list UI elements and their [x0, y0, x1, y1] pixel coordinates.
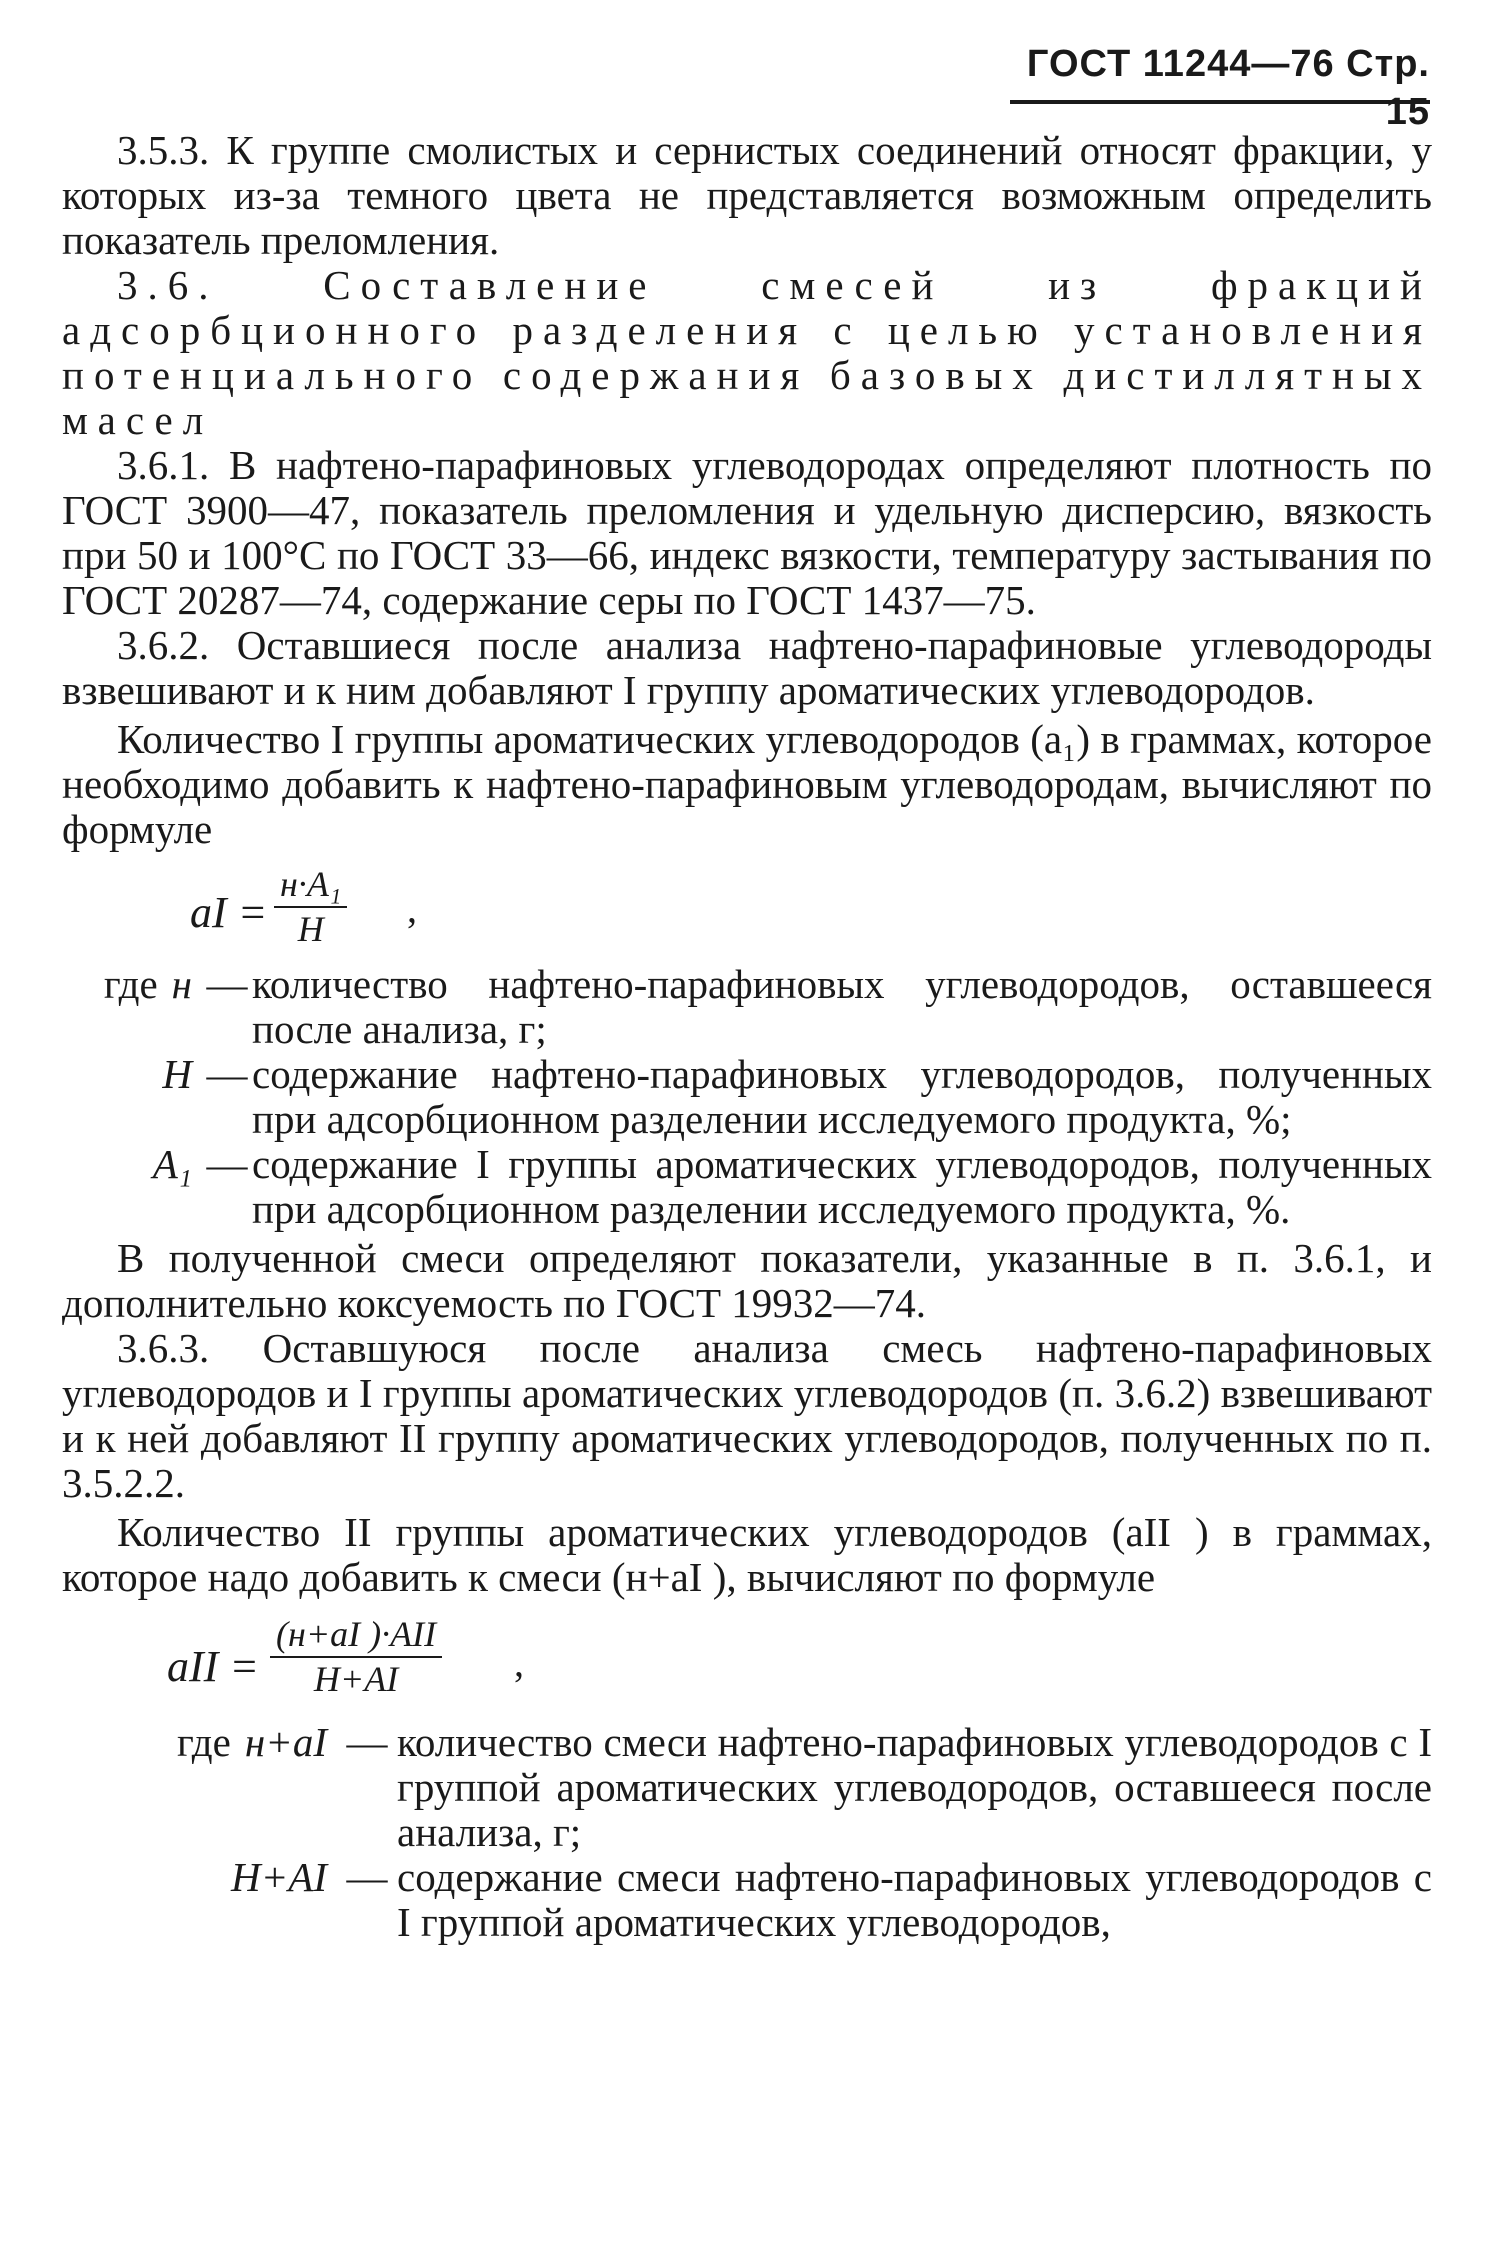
definition-1-dash: — — [206, 961, 248, 1007]
definition-1-symbol — [62, 1052, 202, 1142]
definitions-list-2 — [62, 1720, 1432, 1945]
paragraph-mixture: В полученной смеси определяют показатели, указанные в п. 3.6.1, и дополнительно коксуемость по ГОСТ 19932—74. — [62, 1235, 1432, 1326]
formula-a1-denominator: Н — [297, 909, 324, 949]
formula-a2-denominator: Н+AI — [313, 1659, 399, 1699]
paragraph-quantity-group1: Количество I группы ароматических углеводородов (a₁) в граммах, которое необходимо добавить к нафтено-парафиновым углеводородам, вычисляют по формуле — [62, 716, 1432, 852]
definition-1-description: количество нафтено-парафиновых углеводородов, оставшееся после анализа, г; — [252, 961, 1432, 1052]
definition-2-symbol-text: Н+AI — [231, 1854, 327, 1900]
formula-a2 — [62, 1600, 1432, 1720]
definition-1-symbol-text: н — [171, 961, 192, 1007]
definition-1-description: содержание нафтено-парафиновых углеводородов, полученных при адсорбционном разделении исследуемого продукта, %; — [252, 1051, 1432, 1142]
paragraph-3-5-3: 3.5.3. К группе смолистых и сернистых соединений относят фракции, у которых из-за темного цвета не представляется возможным определить показатель преломления. — [62, 127, 1432, 263]
definition-1-lead-word: где — [103, 961, 158, 1007]
definition-1-description: содержание I группы ароматических углеводородов, полученных при адсорбционном разделении исследуемого продукта, %. — [252, 1141, 1432, 1232]
paragraph-3-6-3: 3.6.3. Оставшуюся после анализа смесь нафтено-парафиновых углеводородов и I группы ароматических углеводородов (п. 3.6.2) взвешивают и к ней добавляют II группу ароматических углеводородов, полученных по п. 3.5.2.2. — [62, 1325, 1432, 1506]
formula-a2-lhs: aII = — [167, 1642, 259, 1691]
definition-2-symbol — [62, 1855, 337, 1945]
definition-2-dash: — — [346, 1719, 388, 1765]
definition-1-symbol-text: Н — [162, 1051, 192, 1097]
running-head: ГОСТ 11244—76 Стр. 15 — [1010, 40, 1430, 104]
formula-a1-numerator: н·A₁ — [274, 864, 347, 908]
definition-2-description: содержание смеси нафтено-парафиновых углеводородов с I группой ароматических углеводородов, — [397, 1854, 1432, 1945]
paragraph-quantity-group2: Количество II группы ароматических углеводородов (aII ) в граммах, которое надо добавить к смеси (н+aI ), вычисляют по формуле — [62, 1509, 1432, 1600]
page-body — [62, 128, 1432, 1945]
definition-2-symbol-text: н+aI — [244, 1719, 327, 1765]
definition-1-symbol — [62, 962, 202, 1052]
paragraph-3-6-1: 3.6.1. В нафтено-парафиновых углеводородах определяют плотность по ГОСТ 3900—47, показатель преломления и удельную дисперсию, вязкость при 50 и 100°С по ГОСТ 33—66, индекс вязкости, температуру застывания по ГОСТ 20287—74, содержание серы по ГОСТ 1437—75. — [62, 442, 1432, 623]
definition-2-description: количество смеси нафтено-парафиновых углеводородов с I группой ароматических углеводородов, оставшееся после анализа, г; — [397, 1719, 1432, 1855]
formula-a2-fraction — [270, 1614, 442, 1700]
definition-1-dash: — — [206, 1141, 248, 1187]
formula-a2-numerator: (н+aI )·AII — [270, 1614, 442, 1658]
definition-1-dash: — — [206, 1051, 248, 1097]
formula-a1-fraction — [274, 864, 347, 950]
section-heading-3-6: 3.6. Составление смесей из фракций адсорбционного разделения с целью установления потенциального содержания базовых дистиллятных масел — [62, 262, 1432, 443]
formula-a1 — [62, 852, 1432, 962]
definition-2-symbol — [62, 1720, 337, 1855]
definition-2-dash: — — [346, 1854, 388, 1900]
formula-a1-lhs: aI = — [190, 888, 268, 937]
definitions-list-1 — [62, 962, 1432, 1232]
definition-2-lead-word: где — [176, 1719, 231, 1765]
definition-1-symbol-text: A₁ — [152, 1141, 192, 1187]
formula-a2-comma: , — [514, 1640, 524, 1685]
paragraph-3-6-2: 3.6.2. Оставшиеся после анализа нафтено-парафиновые углеводороды взвешивают и к ним добавляют I группу ароматических углеводородов. — [62, 622, 1432, 713]
formula-a1-comma: , — [407, 886, 417, 931]
definition-1-symbol — [62, 1142, 202, 1232]
